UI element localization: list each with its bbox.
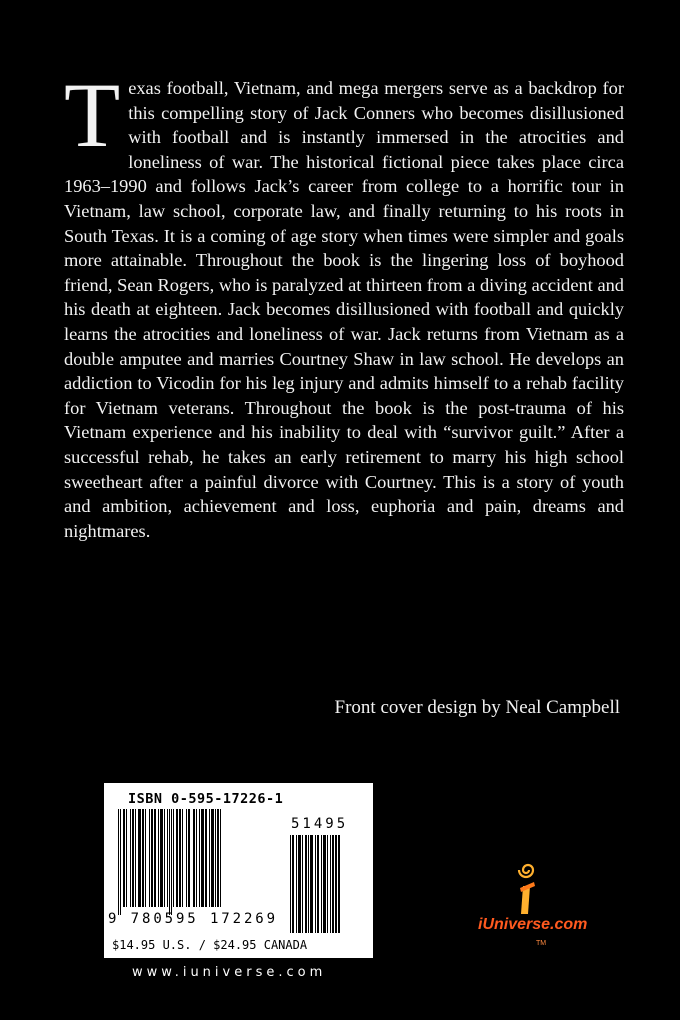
barcode-bar [330,835,331,933]
barcode-bar [211,809,214,907]
barcode-bar [217,809,219,907]
barcode-bar [138,809,141,907]
barcode-bar [120,809,121,915]
barcode-bar [205,809,207,907]
barcode-bar [151,809,153,907]
barcode-bar [179,809,181,907]
barcode-bar [186,809,187,907]
iuniverse-logo [478,858,588,954]
barcode-bar [130,809,131,907]
price-label: $14.95 U.S. / $24.95 CANADA [112,938,308,952]
barcode-bar [335,835,337,933]
barcode-bar [176,809,178,907]
barcode-bar [145,809,146,907]
barcode-panel [104,783,373,958]
barcode-bar [123,809,125,907]
ean-barcode [118,809,282,907]
barcode-bar [149,809,150,907]
barcode-bar [209,809,210,907]
barcode-bar [310,835,313,933]
barcode-bar [305,835,307,933]
barcode-bar [158,809,159,907]
barcode-bar [298,835,301,933]
publisher-website: www.iuniverse.com [132,965,327,980]
barcode-bar [296,835,297,933]
barcode-bar [292,835,294,933]
barcode-bar [126,809,127,907]
isbn-number: ISBN 0-595-17226-1 [128,791,284,807]
barcode-bar [142,809,144,907]
barcode-bar [135,809,136,907]
blurb-text: exas football, Vietnam, and mega mergers serve as a backdrop for this compelling story of Jack Conners who becomes disillusioned with football and is instantly immersed in the atrocities and loneliness of war. The historical fictional piece takes place circa 1963–1990 and follows Jack’s career from college to a horrific tour in Vietnam, law school, corporate law, and finally returning to his roots in South Texas. It is a coming of age story when times were simpler and goals more attainable. Throughout the book is the lingering loss of boyhood friend, Sean Rogers, who is paralyzed at thirteen from a diving accident and his death at eighteen. Jack becomes disillusioned with football and quickly learns the atrocities and loneliness of war. Jack returns from Vietnam as a double amputee and marries Courtney Shaw in law school. He develops an addiction to Vicodin for his leg injury and admits himself to a rehab facility for Vietnam veterans. Throughout the book is the post-trauma of his Vietnam experience and his inability to deal with “survivor guilt.” After a successful rehab, he takes an early retirement to marry his high school sweetheart after a painful divorce with Courtney. This is a story of youth and ambition, achievement and loss, euphoria and pain, dreams and nightmares. [64,78,624,541]
barcode-bar [118,809,119,915]
barcode-bar [160,809,163,907]
barcode-bar [154,809,156,907]
barcode-bar [321,835,322,933]
barcode-bar [308,835,309,933]
barcode-bar [173,809,174,907]
barcode-bar [317,835,319,933]
barcode-bar [327,835,328,933]
barcode-bar [182,809,183,907]
barcode-bar [169,809,170,915]
barcode-bar [188,809,190,907]
barcode-bar [215,809,216,907]
barcode-bar [164,809,165,907]
trademark-mark: TM [536,940,547,947]
cover-design-credit: Front cover design by Neal Campbell [334,697,620,718]
barcode-bar [302,835,303,933]
barcode-bar [332,835,334,933]
barcode-bar [193,809,195,907]
barcode-bar [199,809,200,907]
barcode-bar [220,809,221,907]
logo-swirl-icon [506,858,546,916]
barcode-bar [290,835,291,933]
barcode-bar [323,835,326,933]
logo-text: iUniverse.com [478,916,588,933]
drop-cap-letter: T [64,64,121,166]
barcode-bar [315,835,316,933]
ean-digits: 9 780595 172269 [108,911,278,927]
barcode-bar [201,809,204,907]
barcode-bar [196,809,197,907]
price-addon-barcode [290,835,364,919]
barcode-bar [338,835,340,933]
barcode-bar [132,809,134,907]
back-cover-blurb [64,64,624,543]
barcode-bar [167,809,168,907]
barcode-bar [171,809,172,915]
price-addon-digits: 51495 [291,816,349,832]
